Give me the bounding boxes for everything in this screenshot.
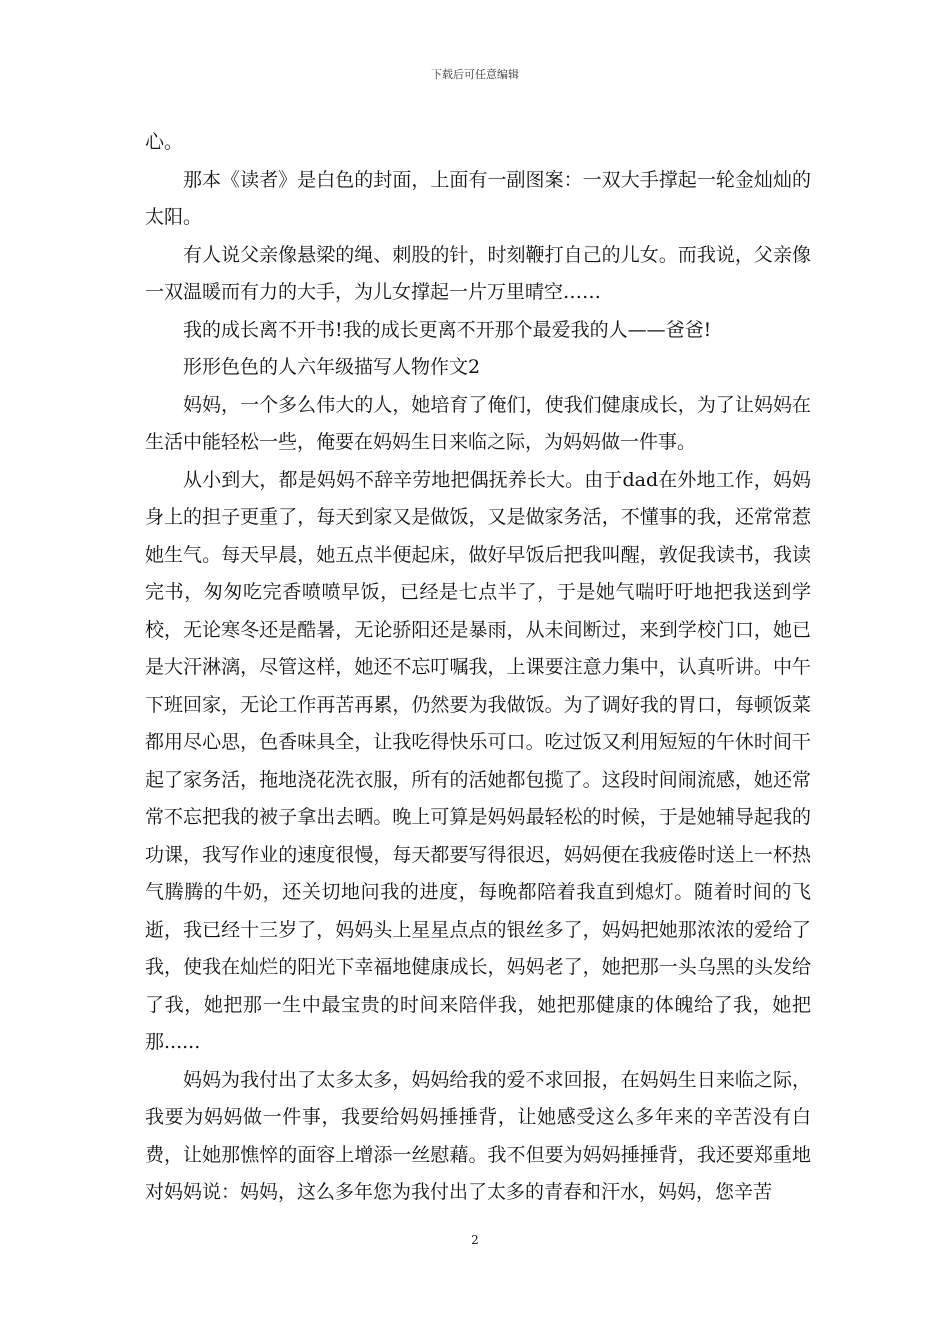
page-number: 2 xyxy=(471,1233,479,1247)
paragraph: 从小到大，都是妈妈不辞辛劳地把偶抚养长大。由于dad在外地工作，妈妈身上的担子更重了，每天到家又是做饭，又是做家务活，不懂事的我，还常常惹她生气。每天早晨，她五点半便起床，做好早饭后把我叫醒，敦促我读书，我读完书，匆匆吃完香喷喷早饭，已经是七点半了，于是她气喘吁吁地把我送到学校，无论寒冬还是酷暑，无论骄阳还是暴雨，从未间断过，来到学校门口，她已是大汗淋漓，尽管这样，她还不忘叮嘱我，上课要注意力集中，认真听讲。中午下班回家，无论工作再苦再累，仍然要为我做饭。为了调好我的胃口，每顿饭菜都用尽心思，色香味具全，让我吃得快乐可口。吃过饭又利用短短的午休时间干起了家务活，拖地浇花洗衣服，所有的活她都包揽了。这段时间闹流感，她还常常不忘把我的被子拿出去晒。晚上可算是妈妈最轻松的时候，于是她辅导起我的功课，我写作业的速度很慢，每天都要写得很迟，妈妈便在我疲倦时送上一杯热气腾腾的牛奶，还关切地问我的进度，每晚都陪着我直到熄灯。随着时间的飞逝，我已经十三岁了，妈妈头上星星点点的银丝多了，妈妈把她那浓浓的爱给了我，使我在灿烂的阳光下幸福地健康成长，妈妈老了，她把那一头乌黑的头发给了我，她把那一生中最宝贵的时间来陪伴我，她把那健康的体魄给了我，她把那...... xyxy=(145,468,811,1053)
paragraph: 心。 xyxy=(145,131,184,153)
document-body xyxy=(145,124,811,1212)
paragraph: 那本《读者》是白色的封面，上面有一副图案：一双大手撑起一轮金灿灿的太阳。 xyxy=(145,168,811,228)
section-title: 形形色色的人六年级描写人物作文2 xyxy=(183,356,481,378)
paragraph: 妈妈，一个多么伟大的人，她培育了俺们，使我们健康成长，为了让妈妈在生活中能轻松一些，俺要在妈妈生日来临之际，为妈妈做一件事。 xyxy=(145,393,811,453)
paragraph: 妈妈为我付出了太多太多，妈妈给我的爱不求回报，在妈妈生日来临之际，我要为妈妈做一件事，我要给妈妈捶捶背，让她感受这么多年来的辛苦没有白费，让她那憔悴的面容上增添一丝慰藉。我不但要为妈妈捶捶背，我还要郑重地对妈妈说：妈妈，这么多年您为我付出了太多的青春和汗水，妈妈，您辛苦 xyxy=(145,1068,811,1203)
paragraph: 有人说父亲像悬梁的绳、刺股的针，时刻鞭打自己的儿女。而我说，父亲像一双温暖而有力的大手，为儿女撑起一片万里晴空…… xyxy=(145,243,811,303)
paragraph: 我的成长离不开书!我的成长更离不开那个最爱我的人——爸爸! xyxy=(183,318,712,341)
page-header: 下载后可任意编辑 xyxy=(431,68,519,81)
